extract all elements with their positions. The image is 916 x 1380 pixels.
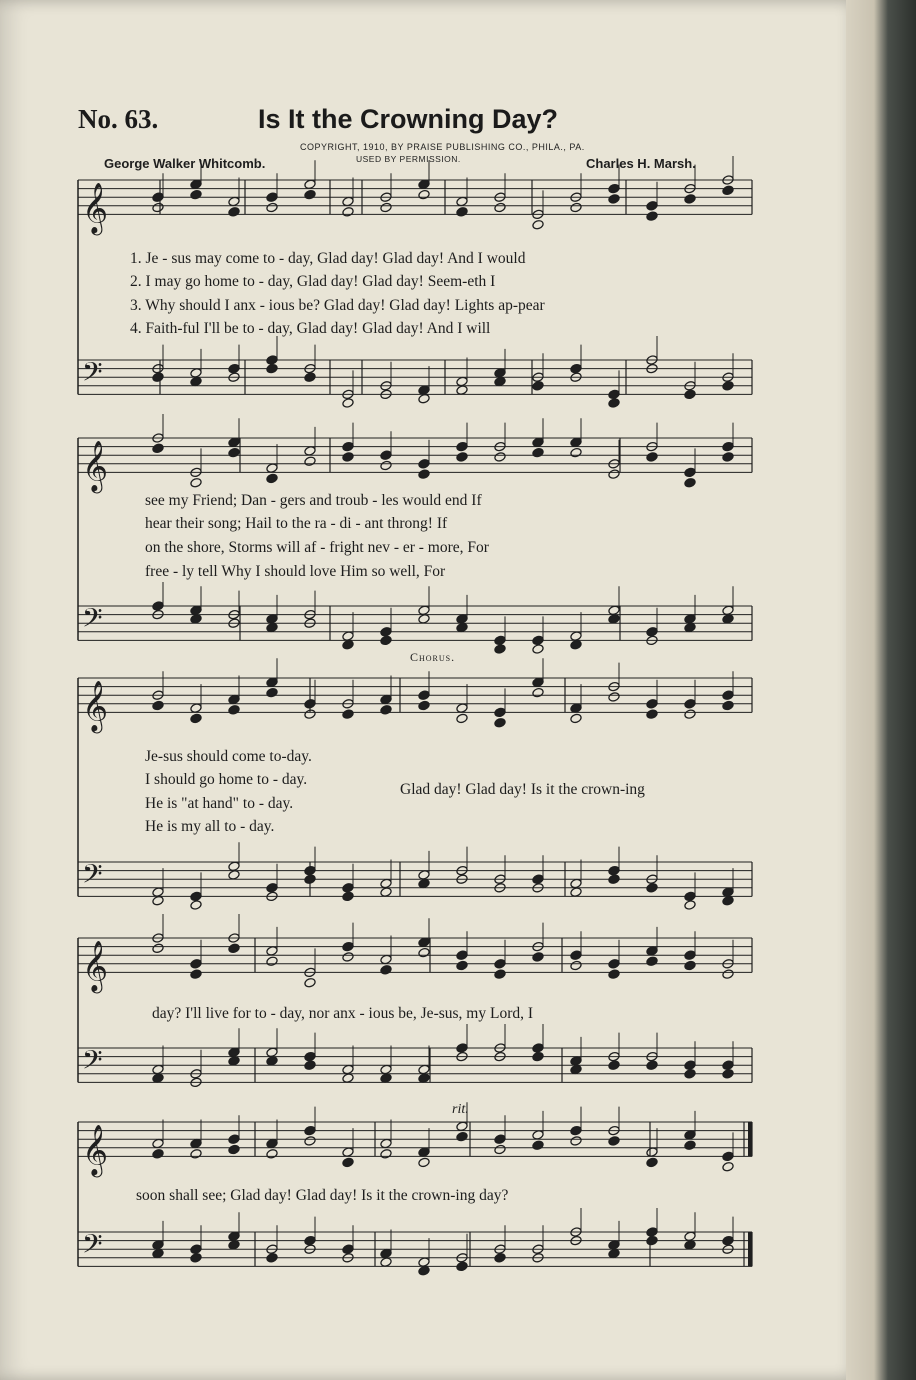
treble-note [570, 703, 582, 714]
bass-note [608, 1248, 620, 1259]
treble-note [608, 692, 620, 703]
copyright-notice: COPYRIGHT, 1910, BY PRAISE PUBLISHING CO., PHILA., PA. [300, 142, 585, 152]
bass-note [304, 865, 316, 876]
bass-note [342, 639, 354, 650]
treble-note [646, 956, 658, 967]
bass-note [380, 1064, 392, 1075]
bass-note [456, 385, 468, 396]
treble-note [570, 437, 582, 448]
hymn-title: Is It the Crowning Day? [258, 104, 559, 134]
verse2-line1: 2. I may go home to - day, Glad day! Glad day! Seem-eth I [130, 273, 496, 290]
treble-note [304, 456, 316, 467]
treble-note [380, 202, 392, 213]
treble-note [190, 713, 202, 724]
treble-note [418, 458, 430, 469]
treble-note [190, 703, 202, 714]
treble-note [608, 183, 620, 194]
bass-note [532, 1043, 544, 1054]
bass-note [152, 1240, 164, 1251]
bass-note [494, 1252, 506, 1263]
treble-note [494, 1134, 506, 1145]
bass-note [456, 376, 468, 387]
treble-note [722, 452, 734, 463]
treble-note [608, 969, 620, 980]
treble-note [304, 698, 316, 709]
treble-note [266, 202, 278, 213]
bass-note [456, 1261, 468, 1272]
treble-note [532, 437, 544, 448]
bass-note [532, 874, 544, 885]
bass-note [418, 1265, 430, 1276]
bass-note [608, 874, 620, 885]
verse1-line3: Je-sus should come to-day. [145, 748, 312, 765]
treble-note [494, 452, 506, 463]
treble-note [228, 704, 240, 715]
treble-note [456, 441, 468, 452]
treble-note [608, 194, 620, 205]
treble-note [684, 960, 696, 971]
treble-note [190, 189, 202, 200]
bass-note [152, 1064, 164, 1075]
bass-note [418, 1073, 430, 1084]
bass-note [342, 891, 354, 902]
bass-note [266, 1252, 278, 1263]
bass-note [228, 870, 240, 881]
treble-note [418, 189, 430, 200]
treble-note [266, 677, 278, 688]
treble-note [418, 690, 430, 701]
treble-note [456, 1131, 468, 1142]
hymn-number: No. 63. [78, 104, 159, 134]
bass-note [608, 398, 620, 409]
treble-note [152, 943, 164, 954]
treble-note [152, 202, 164, 213]
treble-note [684, 194, 696, 205]
treble-note [342, 952, 354, 963]
treble-note [266, 192, 278, 203]
treble-note [380, 460, 392, 471]
bass-note [228, 1056, 240, 1067]
treble-note [456, 960, 468, 971]
treble-note [380, 704, 392, 715]
verse1-line2: see my Friend; Dan - gers and troub - les would end If [145, 492, 482, 509]
bass-note [342, 1244, 354, 1255]
treble-note [228, 1134, 240, 1145]
treble-note [608, 469, 620, 480]
treble-note [342, 941, 354, 952]
ritardando-mark: rit. [452, 1102, 469, 1117]
bass-note [608, 389, 620, 400]
treble-note [380, 1138, 392, 1149]
bass-note [342, 631, 354, 642]
bass-note [190, 1252, 202, 1263]
bass-note [570, 639, 582, 650]
treble-note [152, 443, 164, 454]
treble-note [570, 950, 582, 961]
bass-note [532, 635, 544, 646]
treble-note [456, 206, 468, 217]
treble-note [722, 969, 734, 980]
treble-note [380, 450, 392, 461]
bass-note [380, 1073, 392, 1084]
treble-note [570, 447, 582, 458]
treble-note [418, 1147, 430, 1158]
chorus-line3: soon shall see; Glad day! Glad day! Is it the crown-ing day? [136, 1187, 509, 1204]
bass-note [722, 380, 734, 391]
bass-note [190, 614, 202, 625]
bass-note [152, 1248, 164, 1259]
treble-note [722, 690, 734, 701]
treble-note [684, 950, 696, 961]
treble-note [190, 179, 202, 190]
treble-note [532, 952, 544, 963]
treble-note [570, 202, 582, 213]
treble-note [646, 1157, 658, 1168]
treble-note [418, 1157, 430, 1168]
bass-note [456, 622, 468, 633]
treble-note [570, 713, 582, 724]
bass-note [304, 1235, 316, 1246]
bass-note [304, 874, 316, 885]
verse4-line1: 4. Faith-ful I'll be to - day, Glad day! Glad day! And I will [130, 320, 491, 337]
verse3-line3: He is "at hand" to - day. [145, 795, 294, 812]
bass-note [266, 622, 278, 633]
treble-note [646, 698, 658, 709]
treble-note [532, 687, 544, 698]
bass-note [418, 605, 430, 616]
bass-note [684, 1240, 696, 1251]
bass-note [152, 895, 164, 906]
treble-note [266, 1138, 278, 1149]
bass-note [722, 1235, 734, 1246]
bass-note [608, 1060, 620, 1071]
bass-note [722, 895, 734, 906]
treble-note [532, 1140, 544, 1151]
bass-note [684, 900, 696, 911]
treble-note [494, 969, 506, 980]
bass-note [380, 1248, 392, 1259]
bass-clef: 𝄢 [82, 857, 103, 896]
treble-note [418, 700, 430, 711]
bass-note [646, 882, 658, 893]
bass-note [684, 1231, 696, 1242]
bass-note [380, 878, 392, 889]
treble-note [494, 958, 506, 969]
bass-note [152, 372, 164, 383]
treble-note [342, 709, 354, 720]
treble-note [380, 964, 392, 975]
treble-note [570, 1136, 582, 1147]
treble-note [342, 196, 354, 207]
bass-note [418, 870, 430, 881]
treble-note [684, 698, 696, 709]
treble-note [266, 473, 278, 484]
treble-note [304, 1136, 316, 1147]
bass-note [152, 887, 164, 898]
bass-note [646, 626, 658, 637]
treble-note [380, 694, 392, 705]
treble-clef: 𝄞 [82, 680, 109, 732]
bass-note [684, 1060, 696, 1071]
bass-note [646, 1060, 658, 1071]
bass-note [418, 393, 430, 404]
bass-note [418, 1257, 430, 1268]
bass-clef: 𝄢 [82, 355, 103, 394]
treble-note [684, 1140, 696, 1151]
bass-note [228, 363, 240, 374]
treble-clef: 𝄞 [82, 1124, 109, 1176]
treble-note [304, 179, 316, 190]
bass-note [342, 398, 354, 409]
bass-note [646, 1227, 658, 1238]
bass-note [570, 887, 582, 898]
treble-note [266, 687, 278, 698]
bass-note [456, 614, 468, 625]
treble-note [646, 452, 658, 463]
treble-note [494, 202, 506, 213]
bass-clef: 𝄢 [82, 1043, 103, 1082]
treble-note [266, 1148, 278, 1159]
bass-note [532, 644, 544, 655]
treble-note [608, 1136, 620, 1147]
verse2-line2: hear their song; Hail to the ra - di - ant throng! If [145, 515, 448, 532]
bass-note [228, 861, 240, 872]
treble-clef: 𝄞 [82, 182, 109, 234]
treble-note [342, 206, 354, 217]
treble-note [684, 709, 696, 720]
treble-note [494, 707, 506, 718]
treble-note [722, 700, 734, 711]
bass-note [608, 865, 620, 876]
treble-note [456, 950, 468, 961]
treble-note [418, 937, 430, 948]
bass-note [494, 644, 506, 655]
treble-note [456, 196, 468, 207]
bass-note [494, 368, 506, 379]
treble-note [380, 1148, 392, 1159]
treble-note [342, 1147, 354, 1158]
bass-note [608, 1240, 620, 1251]
bass-note [570, 631, 582, 642]
treble-note [684, 477, 696, 488]
treble-note [228, 1144, 240, 1155]
bass-note [342, 1073, 354, 1084]
treble-note [722, 1161, 734, 1172]
treble-note [456, 452, 468, 463]
treble-note [152, 1138, 164, 1149]
bass-note [190, 891, 202, 902]
treble-note [190, 477, 202, 488]
bass-note [570, 363, 582, 374]
bass-note [608, 605, 620, 616]
bass-note [722, 887, 734, 898]
treble-note [304, 1125, 316, 1136]
bass-note [190, 376, 202, 387]
treble-note [228, 437, 240, 448]
treble-note [570, 960, 582, 971]
treble-note [456, 1121, 468, 1132]
bass-note [570, 878, 582, 889]
bass-note [684, 389, 696, 400]
bass-note [190, 605, 202, 616]
treble-note [684, 1130, 696, 1141]
bass-note [380, 635, 392, 646]
bass-note [304, 1051, 316, 1062]
treble-note [532, 219, 544, 230]
bass-note [190, 900, 202, 911]
treble-note [228, 447, 240, 458]
verse4-line2: free - ly tell Why I should love Him so well, For [145, 563, 446, 580]
permission-notice: USED BY PERMISSION. [356, 154, 461, 164]
bass-note [684, 614, 696, 625]
bass-note [494, 376, 506, 387]
bass-note [304, 1060, 316, 1071]
bass-note [684, 891, 696, 902]
treble-note [190, 1138, 202, 1149]
treble-note [190, 958, 202, 969]
bass-note [266, 1047, 278, 1058]
treble-note [532, 1130, 544, 1141]
treble-note [266, 956, 278, 967]
treble-note [190, 969, 202, 980]
treble-note [266, 463, 278, 474]
bass-note [722, 1060, 734, 1071]
bass-note [570, 1056, 582, 1067]
verse1-line1: 1. Je - sus may come to - day, Glad day! Glad day! And I would [130, 250, 526, 267]
bass-note [722, 1068, 734, 1079]
verse3-line1: 3. Why should I anx - ious be? Glad day! Glad day! Lights ap-pear [130, 297, 545, 314]
bass-note [608, 614, 620, 625]
bass-note [266, 1056, 278, 1067]
treble-note [722, 185, 734, 196]
bass-note [228, 1231, 240, 1242]
bass-note [266, 363, 278, 374]
bass-note [722, 614, 734, 625]
book-edge [846, 0, 916, 1380]
bass-note [152, 1073, 164, 1084]
verse3-line2: on the shore, Storms will af - fright nev - er - more, For [145, 539, 489, 556]
treble-note [456, 713, 468, 724]
treble-note [532, 447, 544, 458]
treble-note [304, 189, 316, 200]
bass-note [646, 1235, 658, 1246]
treble-note [228, 943, 240, 954]
bass-note [418, 385, 430, 396]
treble-note [722, 441, 734, 452]
treble-note [380, 954, 392, 965]
bass-note [380, 1257, 392, 1268]
bass-note [418, 878, 430, 889]
treble-note [304, 446, 316, 457]
bass-clef: 𝄢 [82, 601, 103, 640]
bass-note [380, 887, 392, 898]
treble-note [152, 1148, 164, 1159]
treble-note [418, 469, 430, 480]
chorus-line1: Glad day! Glad day! Is it the crown-ing [400, 781, 645, 798]
treble-note [646, 1147, 658, 1158]
treble-note [494, 717, 506, 728]
treble-note [532, 677, 544, 688]
bass-note [418, 614, 430, 625]
treble-note [494, 1144, 506, 1155]
verse4-line3: He is my all to - day. [145, 818, 275, 835]
bass-note [418, 1064, 430, 1075]
chorus-label: Chorus. [410, 650, 456, 664]
bass-note [190, 368, 202, 379]
bass-note [684, 1068, 696, 1079]
treble-note [304, 977, 316, 988]
treble-note [342, 452, 354, 463]
bass-note [228, 1047, 240, 1058]
composer-credit: Charles H. Marsh. [586, 156, 696, 171]
treble-note [342, 441, 354, 452]
treble-note [646, 200, 658, 211]
treble-note [608, 958, 620, 969]
bass-clef: 𝄢 [82, 1227, 103, 1266]
bass-note [722, 605, 734, 616]
verse2-line3: I should go home to - day. [145, 771, 308, 788]
treble-note [228, 196, 240, 207]
treble-note [190, 1148, 202, 1159]
bass-note [266, 355, 278, 366]
treble-clef: 𝄞 [82, 440, 109, 492]
treble-note [646, 709, 658, 720]
bass-note [570, 1064, 582, 1075]
treble-note [646, 946, 658, 957]
treble-note [152, 192, 164, 203]
chorus-line2: day? I'll live for to - day, nor anx - ious be, Je-sus, my Lord, I [152, 1005, 534, 1022]
bass-note [266, 882, 278, 893]
treble-clef: 𝄞 [82, 940, 109, 992]
bass-note [266, 614, 278, 625]
bass-note [532, 380, 544, 391]
lyricist-credit: George Walker Whitcomb. [104, 156, 266, 171]
bass-note [304, 372, 316, 383]
treble-note [342, 1157, 354, 1168]
treble-note [152, 700, 164, 711]
bass-note [342, 882, 354, 893]
treble-note [228, 206, 240, 217]
treble-note [722, 1151, 734, 1162]
bass-note [380, 626, 392, 637]
treble-note [418, 947, 430, 958]
bass-note [152, 601, 164, 612]
treble-note [418, 179, 430, 190]
treble-note [456, 703, 468, 714]
bass-note [684, 622, 696, 633]
bass-note [532, 1051, 544, 1062]
bass-note [228, 1240, 240, 1251]
treble-note [684, 467, 696, 478]
treble-note [570, 1125, 582, 1136]
treble-note [646, 211, 658, 222]
bass-note [456, 1043, 468, 1054]
bass-note [342, 1064, 354, 1075]
treble-note [228, 694, 240, 705]
treble-note [266, 946, 278, 957]
treble-note [304, 709, 316, 720]
bass-note [190, 1244, 202, 1255]
bass-note [494, 635, 506, 646]
